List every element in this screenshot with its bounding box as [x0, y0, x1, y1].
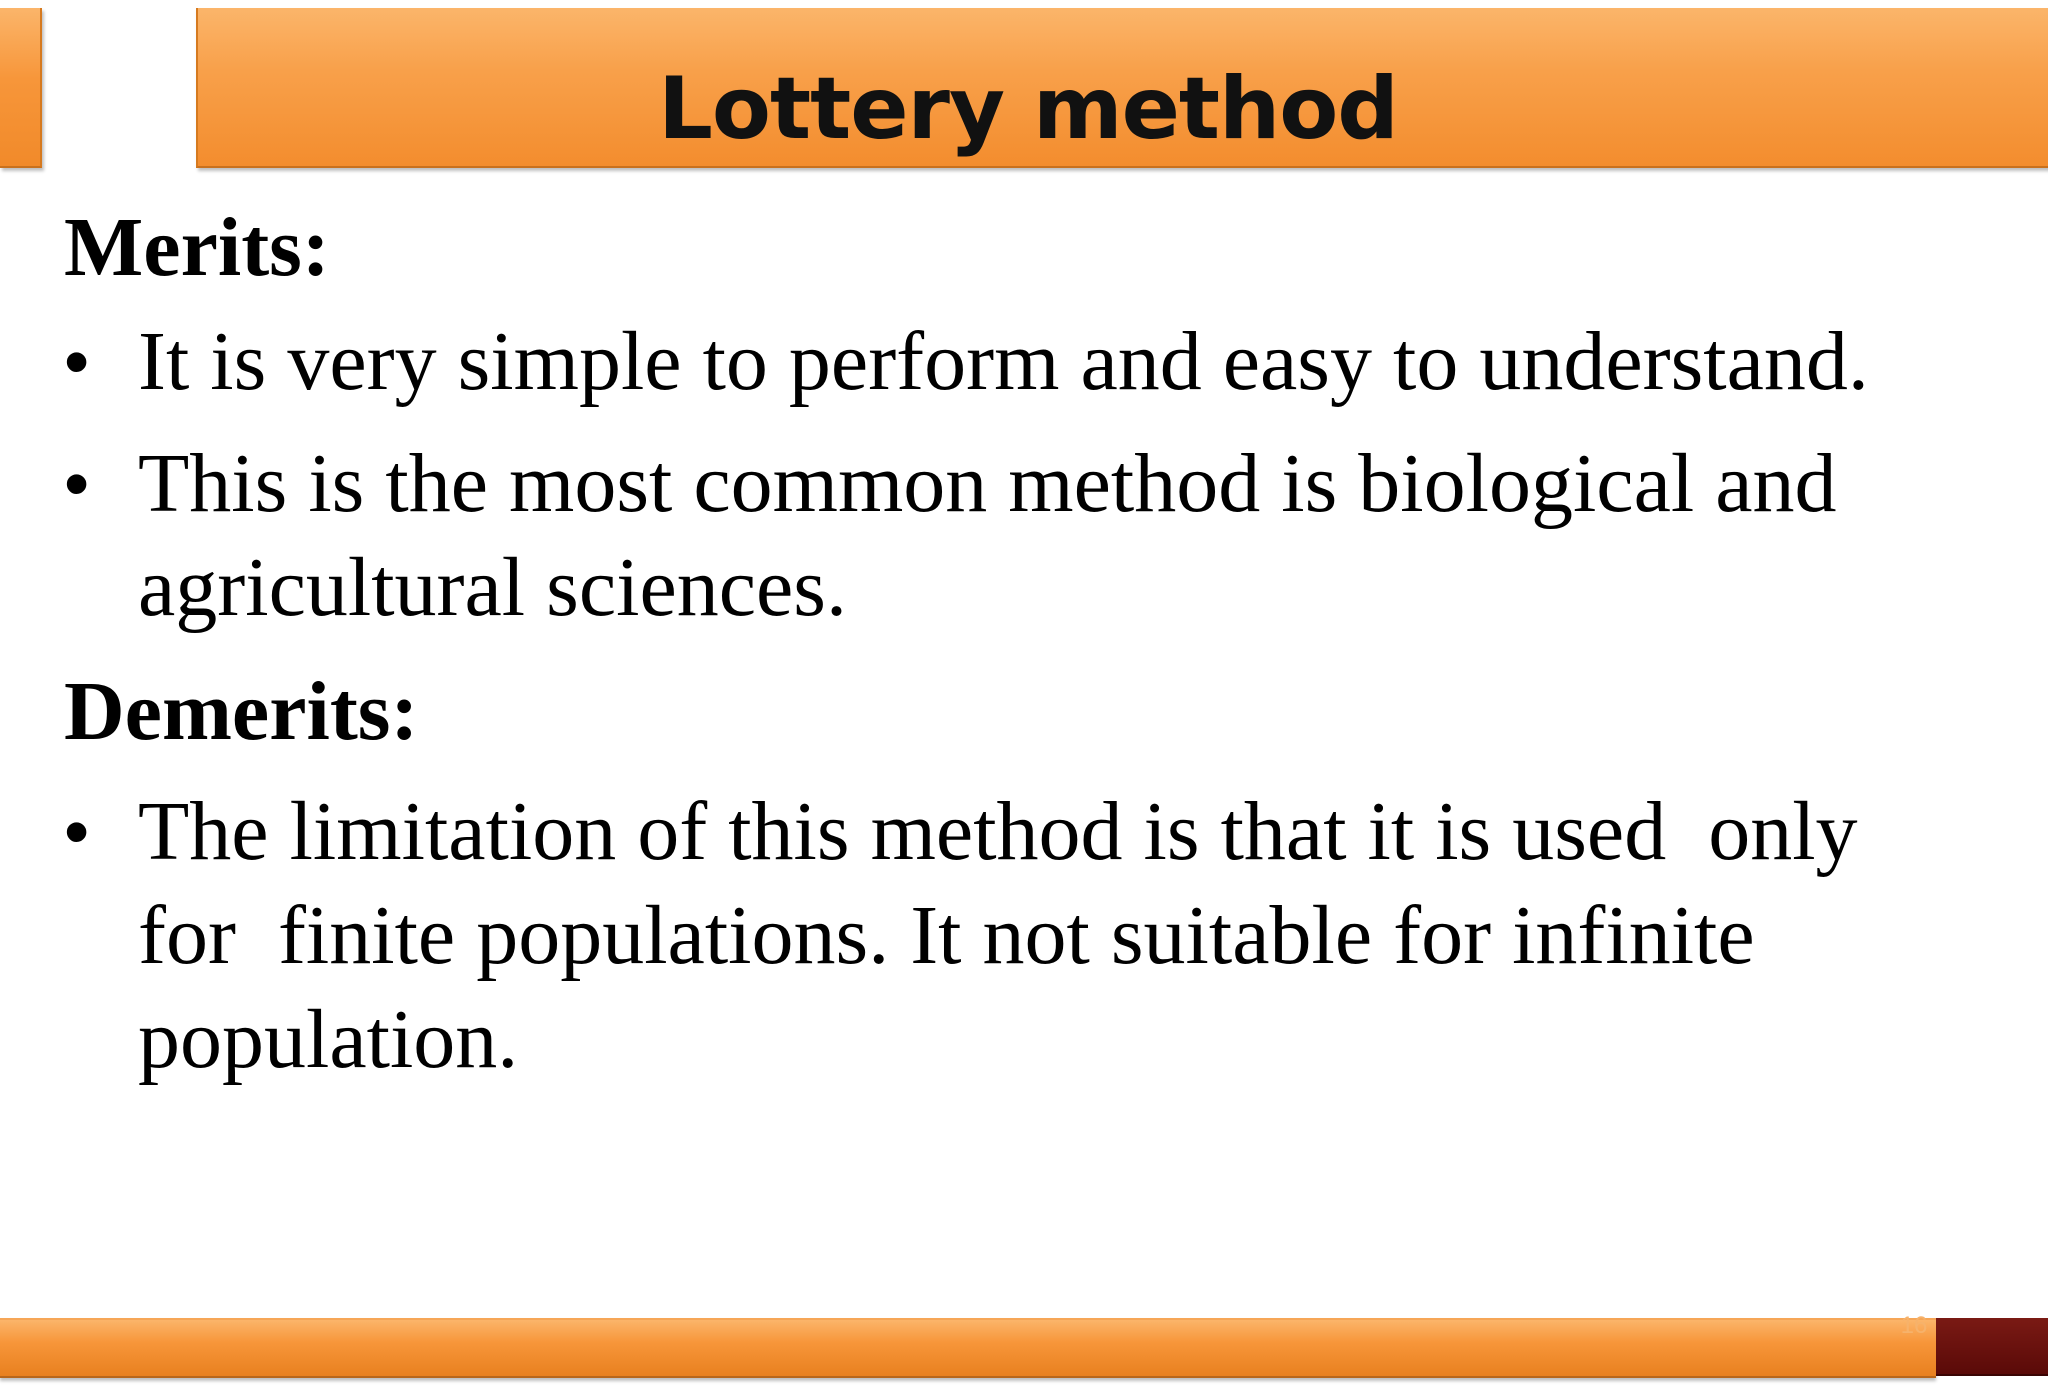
merit-text: It is very simple to perform and easy to understand.: [138, 315, 1869, 408]
title-bar: [196, 8, 2048, 168]
list-item: [64, 780, 1964, 1092]
demerits-list: [64, 780, 1964, 1092]
footer-bar: [0, 1318, 1936, 1378]
merits-list: [64, 310, 1964, 640]
list-item: [64, 310, 1964, 414]
merits-heading: Merits:: [64, 201, 330, 294]
slide-title-text: Lottery method: [658, 59, 1398, 159]
merit-text: This is the most common method is biological and agricultural sciences.: [138, 437, 1837, 634]
bullet-icon: •: [64, 792, 90, 872]
slide-content: [64, 200, 1964, 1092]
bullet-icon: •: [64, 322, 90, 402]
left-accent-tab: [0, 8, 42, 168]
demerit-text: The limitation of this method is that it is used only for finite populations. It not suitable for infinite population.: [138, 785, 1879, 1086]
bullet-icon: •: [64, 444, 90, 524]
list-item: [64, 432, 1964, 640]
page-number: 16: [1900, 1312, 1928, 1339]
footer-dark-block: [1936, 1318, 2048, 1376]
slide-title: [198, 8, 1858, 166]
demerits-heading: Demerits:: [64, 665, 419, 758]
